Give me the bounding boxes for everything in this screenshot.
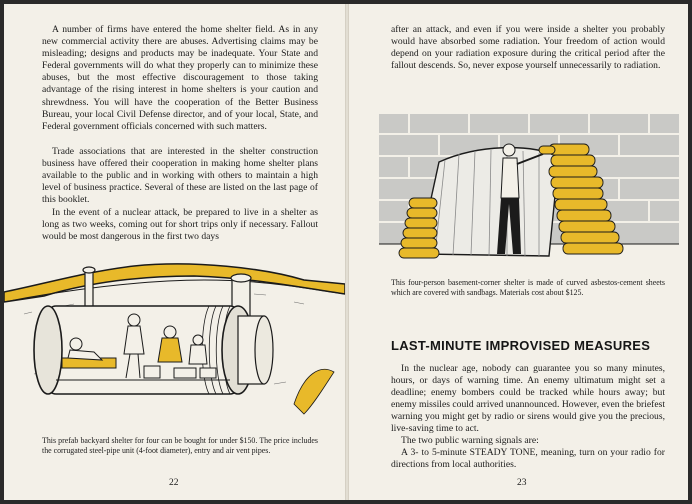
right-top-paragraph: after an attack, and even if you were inside a shelter you probably would have absorbed some radiation. Your freedom of action would depend on your radiation exposure during the critical period after the fallout descends. So, never expose yourself unnecessarily to radiation.: [391, 24, 665, 72]
right-paragraph-3: A 3- to 5-minute STEADY TONE, meaning, turn on your radio for directions from local authorities.: [391, 447, 665, 471]
right-caption: This four-person basement-corner shelter is made of curved asbestos-cement sheets which are covered with sandbags. Materials cost about $125.: [391, 278, 665, 297]
backyard-pipe-shelter-illustration: [4, 254, 345, 434]
basement-corner-shelter-illustration: [379, 114, 679, 274]
left-page: [4, 4, 345, 500]
left-paragraph-1: A number of firms have entered the home shelter field. As in any new commercial activity there are abuses. Advertising claims may be misleading; designs and products may be inadequate. Your State and Federal governments will do what they properly can to minimize these abuses, but the most effective discouragement to those taking advantage of the rising interest in home shelters is your caution and shrewdness. You will have the cooperation of the Better Business Bureau, your local Civil Defense director, and of your local, State, and Federal government officials concerned with such matters.: [42, 24, 318, 132]
right-page-number: 23: [517, 478, 527, 488]
left-caption: This prefab backyard shelter for four can be bought for under $150. The price includes the corrugated steel-pipe unit (4-foot diameter), entry and air vent pipes.: [42, 436, 318, 455]
booklet-spread: [4, 4, 688, 500]
right-page: [349, 4, 688, 500]
right-paragraph-1: In the nuclear age, nobody can guarantee you so many minutes, hours, or days of warning time. An enemy ultimatum might set a deadline; enemy bombers could be tracked while hours away; but enemy missiles could arrived unannounced. However, even the briefest warning you might get by radio or sirens would give you the precious, live-saving time to act.: [391, 363, 665, 435]
section-heading: LAST-MINUTE IMPROVISED MEASURES: [391, 338, 651, 353]
left-page-number: 22: [169, 478, 179, 488]
left-paragraph-3: In the event of a nuclear attack, be prepared to live in a shelter as long as two weeks, coming out for short trips only if necessary. Fallout would be most dangerous in the first two days: [42, 207, 318, 243]
left-paragraph-2: Trade associations that are interested in the shelter construction business have offered their cooperation in making home shelter plans available to the public and in working with others to maintain a high level of business practice. Several of these are listed on the last page of this booklet.: [42, 146, 318, 206]
right-paragraph-2: The two public warning signals are:: [401, 435, 539, 446]
